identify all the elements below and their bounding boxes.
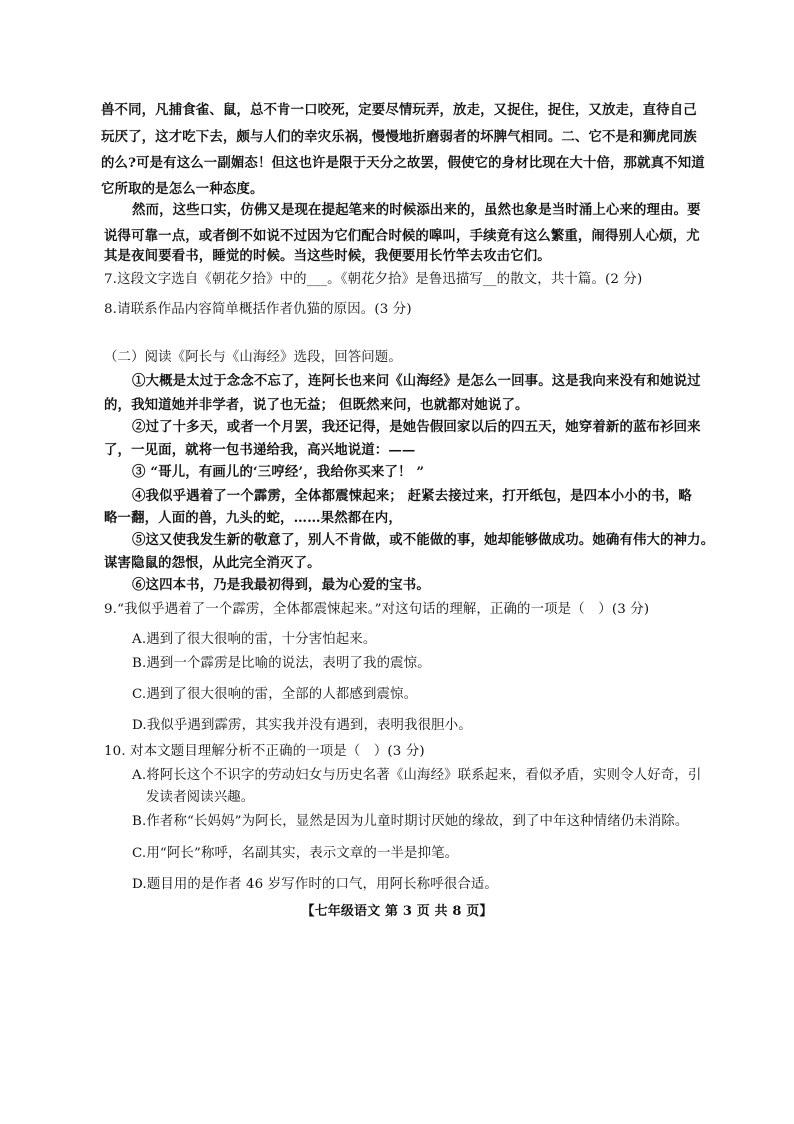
section2-line-4: 了，一见面，就将一包书递给我，高兴地说道：—— [104,442,416,458]
section2-line-10: ⑥这四本书，乃是我最初得到，最为心爱的宝书。 [132,577,430,593]
section2-line-7: 略一翻，人面的兽，九头的蛇，……果然都在内， [104,510,402,526]
section2-line-1: ①大概是太过于念念不忘了，连阿长也来问《山海经》是怎么一回事。这是我向来没有和她说过 [132,373,701,389]
question-8: 8.请联系作品内容简单概括作者仇猫的原因。(3 分) [104,302,412,317]
section2-line-8: ⑤这又使我发生新的敬意了，别人不肯做，或不能做的事，她却能够做成功。她确有伟大的神力。 [132,532,715,548]
passage1-line-6: 说得可靠一点，或者倒不如说不过因为它们配合时候的嗥叫，手续竟有这么繁重，闹得别人心烦，尤 [104,228,700,244]
question-10-option-a-cont: 发读者阅读兴趣。 [146,790,255,805]
section2-heading: （二）阅读《阿长与《山海经》选段，回答问题。 [104,350,402,365]
question-9-option-c: C.遇到了很大很响的雷，全部的人都感到震惊。 [132,687,418,702]
question-9-option-a: A.遇到了很大很响的雷，十分害怕起来。 [132,632,377,647]
passage1-line-4: 它所取的是怎么一种态度。 [101,181,264,197]
passage1-line-7: 其是夜间要看书，睡觉的时候。当这些时候，我便要用长竹竿去攻击它们。 [104,248,551,264]
passage1-line-2: 玩厌了，这才吃下去，颇与人们的幸灾乐祸，慢慢地折磨弱者的坏脾气相同。二、它不是和狮虎同族 [101,129,697,145]
question-9-stem: 9.“我似乎遇着了一个霹雳，全体都震悚起来。”对这句话的理解，正确的一项是（ ）(3 分) [104,602,650,617]
question-10-option-d: D.题目用的是作者 46 岁写作时的口气，用阿长称呼很合适。 [132,877,498,892]
section2-line-3: ②过了十多天，或者一个月罢，我还记得，是她告假回家以后的四五天，她穿着新的蓝布衫回来 [132,419,701,435]
section2-line-5: ③ “哥儿，有画儿的‘三哼经’，我给你买来了！ ” [132,464,425,480]
question-9-option-b: B.遇到一个霹雳是比喻的说法，表明了我的震惊。 [132,656,431,671]
question-7: 7.这段文字选自《朝花夕拾》中的___。《朝花夕拾》是鲁迅描写__的散文，共十篇。(2 分) [104,272,643,287]
question-9-option-d: D.我似乎遇到霹雳，其实我并没有遇到，表明我很胆小。 [132,718,472,733]
section2-line-6: ④我似乎遇着了一个霹雳，全体都震悚起来； 赶紧去接过来，打开纸包，是四本小小的书，略 [132,488,692,504]
question-10-option-c: C.用“阿长”称呼，名副其实，表示文章的一半是抑笔。 [132,846,459,861]
question-10-option-a: A.将阿长这个不识字的劳动妇女与历史名著《山海经》联系起来，看似矛盾，实则令人好奇，引 [132,768,702,783]
passage1-line-5: 然而，这些口实，仿佛又是现在提起笔来的时候添出来的，虽然也象是当时涌上心来的理由。要 [132,202,701,218]
section2-line-2: 的，我知道她并非学者，说了也无益； 但既然来问，也就都对她说了。 [104,397,529,413]
passage1-line-1: 兽不同，凡捕食雀、鼠，总不肯一口咬死，定要尽情玩弄，放走，又捉住，捉住，又放走，直待自己 [101,102,697,118]
page-footer: 【七年级语文 第 3 页 共 8 页】 [301,904,493,919]
question-10-option-b: B.作者称“长妈妈”为阿长，显然是因为儿童时期讨厌她的缘故，到了中年这种情绪仍未消除。 [132,814,689,829]
section2-line-9: 谋害隐鼠的怨恨，从此完全消灭了。 [104,555,321,571]
question-10-stem: 10. 对本文题目理解分析不正确的一项是（ ）(3 分) [104,744,425,759]
passage1-line-3: 的么?可是有这么一副媚态！但这也许是限于天分之故罢，假使它的身材比现在大十倍，那就真不知道 [101,155,705,171]
